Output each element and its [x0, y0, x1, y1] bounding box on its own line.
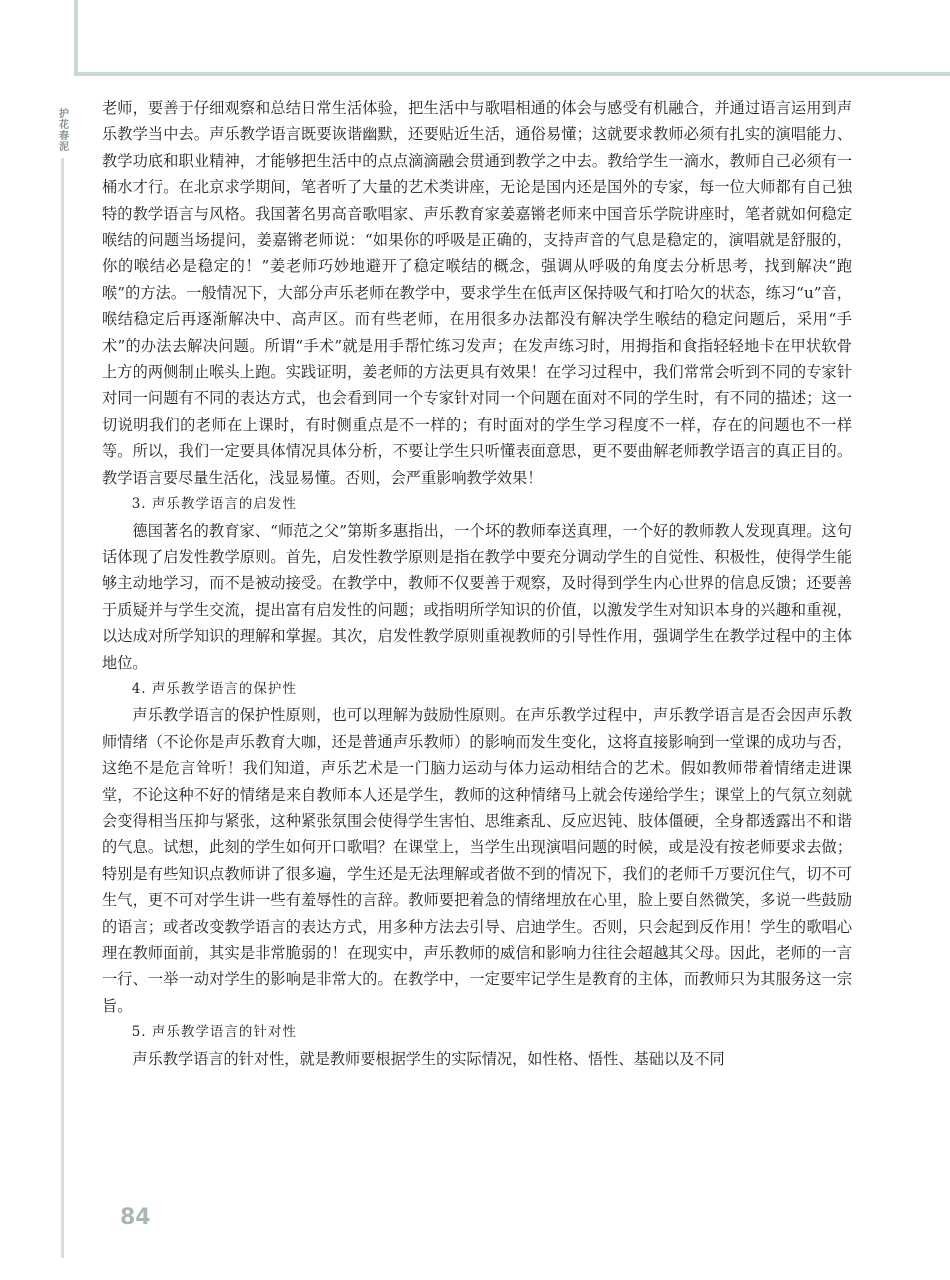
paragraph-section-4: 声乐教学语言的保护性原则，也可以理解为鼓励性原则。在声乐教学过程中，声乐教学语言是否会因声乐教师情绪（不论你是声乐教育大咖，还是普通声乐教师）的影响而发生变化，这将直接影响到一堂课的成功与否，这绝不是危言耸听！我们知道，声乐艺术是一门脑力运动与体力运动相结合的艺术。假如教师带着情绪走进课堂，不论这种不好的情绪是来自教师本人还是学生，教师的这种情绪马上就会传递给学生；课堂上的气氛立刻就会变得相当压抑与紧张，这种紧张氛围会使得学生害怕、思维紊乱、反应迟钝、肢体僵硬，全身都透露出不和谐的气息。试想，此刻的学生如何开口歌唱？在课堂上，当学生出现演唱问题的时候，或是没有按老师要求去做；特别是有些知识点教师讲了很多遍，学生还是无法理解或者做不到的情况下，我们的老师千万要沉住气，切不可生气，更不可对学生讲一些有羞辱性的言辞。教师要把着急的情绪埋放在心里，脸上要自然微笑，多说一些鼓励的语言；或者改变教学语言的表达方式，用多种方法去引导、启迪学生。否则，只会起到反作用！学生的歌唱心理在教师面前，其实是非常脆弱的！在现实中，声乐教师的威信和影响力往往会超越其父母。因此，老师的一言一行、一举一动对学生的影响是非常大的。在教学中，一定要牢记学生是教育的主体，而教师只为其服务这一宗旨。 [102, 706, 852, 1015]
paragraph-section-3: 德国著名的教育家、“师范之父”第斯多惠指出，一个坏的教师奉送真理，一个好的教师教人发现真理。这句话体现了启发性教学原则。首先，启发性教学原则是指在教学中要充分调动学生的自觉性、积极性，使得学生能够主动地学习，而不是被动接受。在教学中，教师不仅要善于观察，及时得到学生内心世界的信息反馈；还要善于质疑并与学生交流，提出富有启发性的问题；或指明所学知识的价值，以激发学生对知识本身的兴趣和重视，以达成对所学知识的理解和掌握。其次，启发性教学原则重视教师的引导性作用，强调学生在教学过程中的主体地位。 [102, 521, 852, 672]
paragraph-section-5: 声乐教学语言的针对性，就是教师要根据学生的实际情况，如性格、悟性、基础以及不同 [132, 1049, 725, 1068]
page-number: 84 [120, 1205, 151, 1230]
section-heading-3: 3. 声乐教学语言的启发性 [131, 496, 297, 513]
section-heading-5: 5. 声乐教学语言的针对性 [131, 1024, 297, 1041]
side-column-label: 护花春泥 [56, 108, 68, 152]
article-body [102, 95, 852, 1072]
section-heading-4: 4. 声乐教学语言的保护性 [131, 680, 297, 697]
paragraph-continuation: 老师，要善于仔细观察和总结日常生活体验，把生活中与歌唱相通的体会与感受有机融合，并通过语言运用到声乐教学当中去。声乐教学语言既要诙谐幽默，还要贴近生活，通俗易懂；这就要求教师必须有扎实的演唱能力、教学功底和职业精神，才能够把生活中的点点滴滴融会贯通到教学之中去。教给学生一滴水，教师自己必须有一桶水才行。在北京求学期间，笔者听了大量的艺术类讲座，无论是国内还是国外的专家，每一位大师都有自己独特的教学语言与风格。我国著名男高音歌唱家、声乐教育家姜嘉锵老师来中国音乐学院讲座时，笔者就如何稳定喉结的问题当场提问，姜嘉锵老师说：“如果你的呼吸是正确的，支持声音的气息是稳定的，演唱就是舒服的，你的喉结必是稳定的！”姜老师巧妙地避开了稳定喉结的概念，强调从呼吸的角度去分析思考，找到解决“跑喉”的方法。一般情况下，大部分声乐老师在教学中，要求学生在低声区保持吸气和打哈欠的状态，练习“u”音，喉结稳定后再逐渐解决中、高声区。而有些老师，在用很多办法都没有解决学生喉结的稳定问题后，采用“手术”的办法去解决问题。所谓“手术”就是用手帮忙练习发声；在发声练习时，用拇指和食指轻轻地卡在甲状软骨上方的两侧制止喉头上跑。实践证明，姜老师的方法更具有效果！在学习过程中，我们常常会听到不同的专家针对同一问题有不同的表达方式，也会看到同一个专家针对同一个问题在面对不同的学生时，有不同的描述；这一切说明我们的老师在上课时，有时侧重点是不一样的；有时面对的学生学习程度不一样，存在的问题也不一样等。所以，我们一定要具体情况具体分析，不要让学生只听懂表面意思，更不要曲解老师教学语言的真正目的。教学语言要尽量生活化，浅显易懂。否则，会严重影响教学效果！ [102, 99, 852, 487]
header-rule [74, 72, 950, 76]
side-bar [61, 158, 64, 1258]
side-tag [50, 108, 74, 1258]
header-rule-vertical [74, 0, 78, 75]
